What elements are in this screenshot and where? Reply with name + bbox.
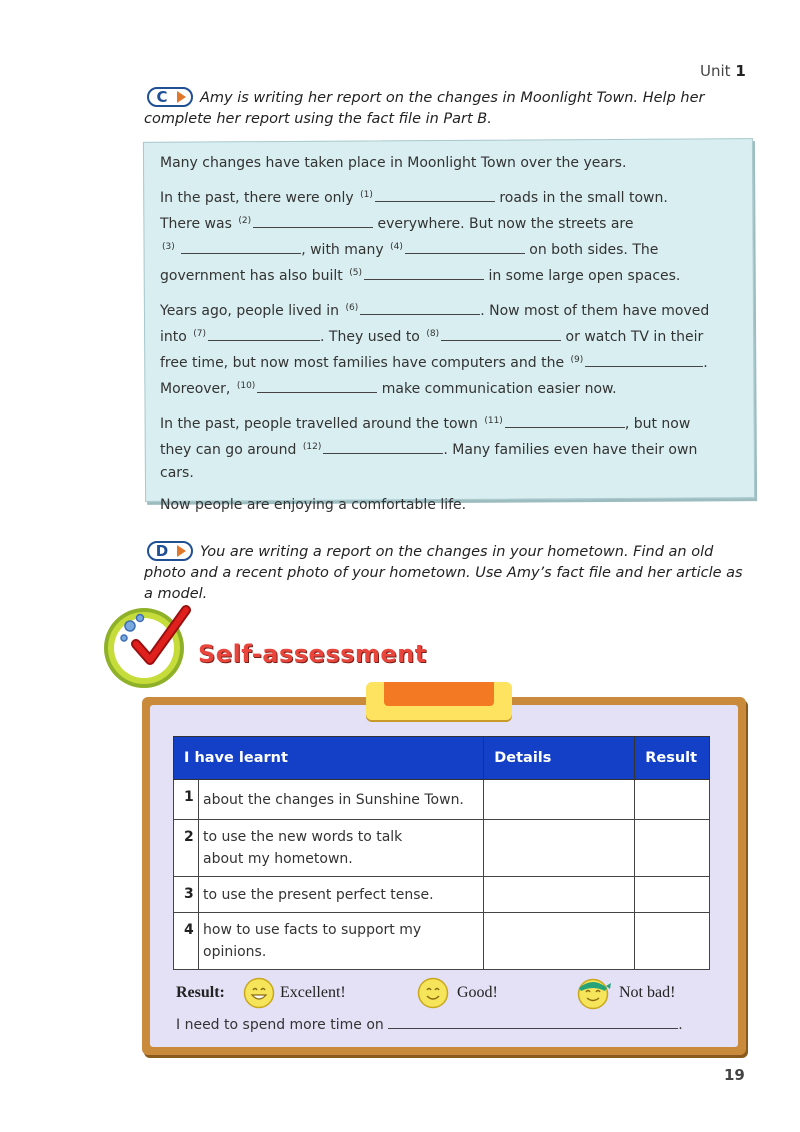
need-more-time: I need to spend more time on . xyxy=(176,1014,683,1033)
smiley-icon[interactable] xyxy=(417,977,449,1013)
section-d-instruction: You are writing a report on the changes in your hometown. Find an old photo and a recent photo of your hometown. Use Amy’s fact file and her article as a model. xyxy=(144,544,743,602)
page-number: 19 xyxy=(724,1066,745,1084)
details-cell[interactable] xyxy=(484,877,635,913)
blank-6[interactable] xyxy=(360,300,480,315)
column-header: I have learnt xyxy=(174,737,484,780)
blank-9[interactable] xyxy=(585,352,703,367)
row-item: about the changes in Sunshine Town. xyxy=(199,780,484,820)
self-assessment-title: Self-assessment xyxy=(198,640,427,668)
board-tab-inner xyxy=(384,682,494,706)
report-paragraph: Many changes have taken place in Moonlight Town over the years. xyxy=(160,155,627,171)
row-item: to use the new words to talk about my hometown. xyxy=(199,820,484,877)
details-cell[interactable] xyxy=(484,820,635,877)
row-number: 4 xyxy=(174,913,199,970)
row-item: to use the present perfect tense. xyxy=(199,877,484,913)
checkmark-icon xyxy=(108,600,198,680)
blank-4[interactable] xyxy=(405,239,525,254)
row-number: 2 xyxy=(174,820,199,877)
report-paragraph: Years ago, people lived in $^{(6)}$ . Now most of them have moved into $^{(7)}$ . They used to $^{(8)}$ or watch TV in their free time, but now most families have computers and the $^{(9)}$ . Moreover, $^{(10)}$ make communication easier now. xyxy=(160,297,740,401)
blank-7[interactable] xyxy=(208,326,320,341)
rating-good: Good! xyxy=(457,984,498,1001)
blank-2[interactable] xyxy=(253,213,373,228)
unit-label: Unit 1 xyxy=(700,62,746,80)
blank-8[interactable] xyxy=(441,326,561,341)
report-paragraph: In the past, people travelled around the town $^{(11)}$ , but now they can go around $^{(12)}$ . Many families even have their own cars. xyxy=(160,410,740,485)
result-cell[interactable] xyxy=(635,780,710,820)
report-text xyxy=(160,152,740,526)
column-header: Result xyxy=(635,737,710,780)
blank-12[interactable] xyxy=(323,439,443,454)
section-c-instruction: Amy is writing her report on the changes in Moonlight Town. Help her complete her report using the fact file in Part B. xyxy=(144,90,705,127)
report-paragraph: Now people are enjoying a comfortable life. xyxy=(160,497,467,513)
report-paragraph: In the past, there were only $^{(1)}$ roads in the small town. There was $^{(2)}$ everywhere. But now the streets are $^{(3)}$ , with many $^{(4)}$ on both sides. The government has also built $^{(5)}$ in some large open spaces. xyxy=(160,184,740,288)
blank-11[interactable] xyxy=(505,413,625,428)
column-header: Details xyxy=(484,737,635,780)
smiley-bandana-icon[interactable] xyxy=(576,976,612,1014)
row-number: 1 xyxy=(174,780,199,820)
result-cell[interactable] xyxy=(635,877,710,913)
blank-1[interactable] xyxy=(375,187,495,202)
result-label: Result: xyxy=(176,984,225,1001)
section-letter: D xyxy=(155,542,169,560)
details-cell[interactable] xyxy=(484,913,635,970)
need-more-time-blank[interactable] xyxy=(388,1014,678,1029)
blank-5[interactable] xyxy=(364,265,484,280)
rating-excellent: Excellent! xyxy=(280,984,346,1001)
details-cell[interactable] xyxy=(484,780,635,820)
self-assessment-table xyxy=(173,736,710,970)
blank-3[interactable] xyxy=(181,239,301,254)
row-number: 3 xyxy=(174,877,199,913)
result-cell[interactable] xyxy=(635,820,710,877)
section-letter: C xyxy=(156,88,168,106)
result-cell[interactable] xyxy=(635,913,710,970)
smiley-grin-icon[interactable] xyxy=(243,977,275,1013)
table-row xyxy=(174,913,710,970)
rating-not-bad: Not bad! xyxy=(619,984,676,1001)
blank-10[interactable] xyxy=(257,378,377,393)
table-row xyxy=(174,877,710,913)
table-row xyxy=(174,820,710,877)
row-item: how to use facts to support my opinions. xyxy=(199,913,484,970)
table-row xyxy=(174,780,710,820)
